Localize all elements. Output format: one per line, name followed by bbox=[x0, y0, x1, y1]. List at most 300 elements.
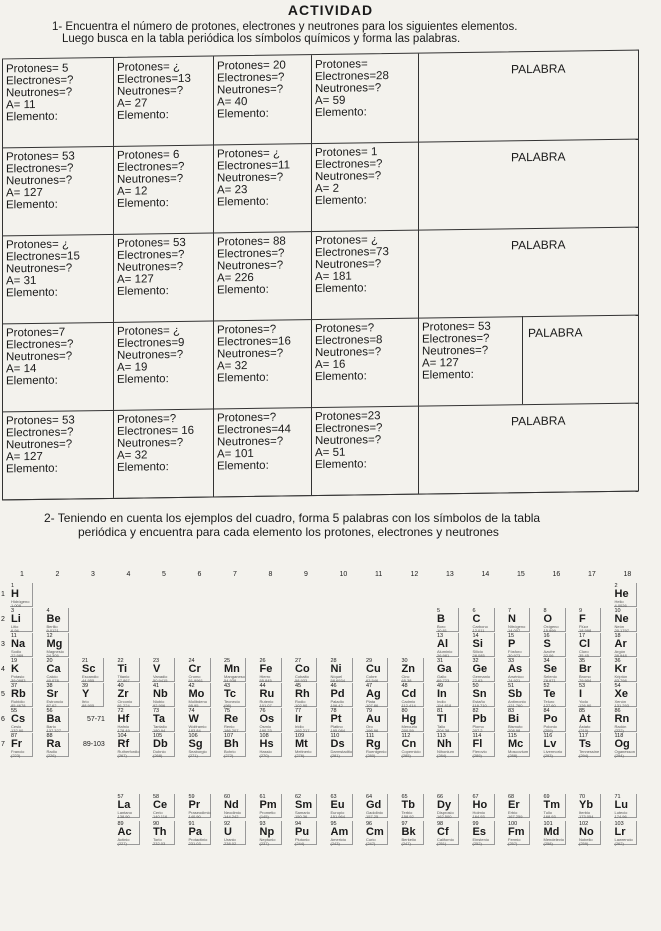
cell-line: Elemento: bbox=[6, 374, 58, 388]
atomic-mass: 35.45 bbox=[579, 653, 590, 658]
element-name: Lantano bbox=[117, 810, 132, 815]
element-name: Nitrógeno bbox=[508, 624, 526, 629]
element-symbol: Ga bbox=[437, 663, 452, 675]
element-symbol: Db bbox=[153, 738, 168, 750]
cell-line: Neutrones=? bbox=[217, 347, 284, 361]
atomic-mass: 106.42 bbox=[330, 703, 343, 708]
element-name: Carbono bbox=[472, 624, 488, 629]
atomic-mass: (272) bbox=[224, 753, 234, 758]
atomic-mass: 164.93 bbox=[472, 814, 485, 819]
element-au bbox=[365, 708, 388, 732]
atomic-number: 86 bbox=[614, 708, 621, 714]
atomic-number: 94 bbox=[295, 821, 302, 827]
element-symbol: N bbox=[508, 613, 516, 625]
group-number: 1 bbox=[20, 571, 24, 578]
element-name: Magnesio bbox=[46, 649, 64, 654]
cell-line: Elemento: bbox=[6, 110, 58, 124]
element-ti bbox=[117, 658, 140, 682]
atomic-mass: 88.905 bbox=[82, 703, 95, 708]
cell-line: A= 127 bbox=[117, 273, 154, 286]
atomic-mass: 138.90 bbox=[117, 814, 130, 819]
atomic-mass: 167.259 bbox=[508, 814, 523, 819]
atomic-number: 109 bbox=[295, 733, 305, 739]
element-symbol: Te bbox=[543, 688, 556, 700]
element-symbol: Mt bbox=[295, 738, 308, 750]
element-symbol: S bbox=[543, 638, 551, 650]
group-number: 13 bbox=[446, 571, 454, 578]
element-symbol: Pr bbox=[188, 799, 201, 811]
element-symbol: Y bbox=[82, 688, 90, 700]
element-symbol: Am bbox=[330, 826, 349, 838]
element-ru bbox=[259, 683, 282, 707]
element-lu bbox=[614, 794, 637, 818]
element-symbol: Cl bbox=[579, 638, 590, 650]
element-symbol: Nd bbox=[224, 799, 239, 811]
cell-line: Elemento: bbox=[117, 461, 169, 474]
element-gd bbox=[365, 794, 388, 818]
element-cd bbox=[401, 683, 424, 707]
element-sg bbox=[188, 733, 211, 757]
element-name: Argón bbox=[614, 649, 626, 654]
element-name: Seaborgio bbox=[188, 749, 207, 754]
element-name: Copernicio bbox=[401, 749, 421, 754]
atomic-mass: 39.0983 bbox=[11, 678, 26, 683]
atomic-mass: 140.90 bbox=[188, 814, 201, 819]
element-symbol: Mn bbox=[224, 663, 240, 675]
atomic-number: 36 bbox=[614, 658, 621, 664]
element-name: Californio bbox=[437, 837, 454, 842]
element-cn bbox=[401, 733, 424, 757]
element-np bbox=[259, 821, 282, 845]
element-zn bbox=[401, 658, 424, 682]
element-pr bbox=[188, 794, 211, 818]
atomic-number: 63 bbox=[330, 794, 337, 800]
atomic-number: 88 bbox=[46, 733, 53, 739]
element-rh bbox=[294, 683, 317, 707]
atomic-mass: (294) bbox=[579, 753, 589, 758]
atomic-mass: (226) bbox=[46, 753, 56, 758]
cell-line: Electrones=? bbox=[217, 71, 285, 85]
element-name: Berilio bbox=[46, 624, 58, 629]
cell-line: Protones= bbox=[315, 58, 368, 72]
element-name: Terbio bbox=[401, 810, 413, 815]
atomic-number: 91 bbox=[188, 821, 195, 827]
atomic-number: 83 bbox=[508, 708, 515, 714]
atomic-number: 53 bbox=[579, 683, 586, 689]
atomic-number: 32 bbox=[472, 658, 479, 664]
cell-line: Elemento: bbox=[422, 368, 474, 382]
element-name: Neón bbox=[614, 624, 625, 629]
atomic-number: 111 bbox=[366, 733, 375, 739]
worksheet-table bbox=[2, 50, 639, 501]
cell-line: Protones= ¿ bbox=[117, 324, 180, 338]
atomic-number: 20 bbox=[46, 658, 53, 664]
element-rb bbox=[10, 683, 33, 707]
element-cr bbox=[188, 658, 211, 682]
element-name: Cobre bbox=[366, 674, 377, 679]
atomic-number: 79 bbox=[366, 708, 373, 714]
element-name: Tecnecio bbox=[224, 699, 240, 704]
element-name: Rodio bbox=[295, 699, 306, 704]
atomic-mass: (270) bbox=[259, 753, 269, 758]
element-symbol: Tc bbox=[224, 688, 237, 700]
cell-line: Electrones=13 bbox=[117, 72, 191, 86]
instruction-2-line1: 2- Teniendo en cuenta los ejemplos del cuadro, forma 5 palabras con los símbolos de la tabla bbox=[44, 511, 541, 525]
element-ca bbox=[46, 658, 69, 682]
element-name: Ástato bbox=[579, 724, 591, 729]
element-symbol: I bbox=[579, 688, 583, 700]
element-name: Teluro bbox=[543, 699, 555, 704]
element-symbol: No bbox=[579, 826, 594, 838]
element-name: Cesio bbox=[11, 724, 22, 729]
element-name: Samario bbox=[295, 810, 310, 815]
element-name: Americio bbox=[330, 837, 347, 842]
cell-line: Electrones=44 bbox=[217, 423, 291, 437]
worksheet-row bbox=[3, 51, 638, 149]
element-er bbox=[507, 794, 530, 818]
element-name: Gadolinio bbox=[366, 810, 383, 815]
cell-line: Neutrones=? bbox=[315, 82, 382, 96]
cell-line: Protones= 1 bbox=[315, 146, 378, 160]
element-name: Xenón bbox=[614, 699, 627, 704]
element-db bbox=[152, 733, 175, 757]
element-cell bbox=[3, 322, 114, 412]
element-w bbox=[188, 708, 211, 732]
element-ar bbox=[614, 633, 637, 657]
element-name: Flúor bbox=[579, 624, 589, 629]
atomic-mass: 1.008 bbox=[11, 603, 22, 608]
element-fm bbox=[507, 821, 530, 845]
atomic-number: 102 bbox=[579, 821, 589, 827]
atomic-mass: 40.078 bbox=[46, 678, 59, 683]
cell-line: Electrones=? bbox=[6, 74, 74, 88]
cell-line: Neutrones=? bbox=[217, 171, 284, 185]
atomic-mass: (237) bbox=[259, 841, 269, 846]
element-y bbox=[81, 683, 104, 707]
atomic-number: 8 bbox=[543, 608, 547, 614]
atomic-number: 108 bbox=[259, 733, 269, 739]
atomic-mass: 14.007 bbox=[508, 628, 521, 633]
element-symbol: Ho bbox=[472, 799, 488, 811]
atomic-number: 7 bbox=[508, 608, 512, 614]
element-name: Calcio bbox=[46, 674, 58, 679]
element-ho bbox=[472, 794, 495, 818]
element-name: Helio bbox=[614, 599, 624, 604]
element-symbol: Md bbox=[543, 826, 560, 838]
element-symbol: Ru bbox=[259, 688, 275, 700]
palabra-label: PALABRA bbox=[511, 413, 566, 429]
element-symbol: Sc bbox=[82, 663, 96, 675]
palabra-label: PALABRA bbox=[528, 325, 583, 341]
cell-line: A= 16 bbox=[315, 358, 346, 372]
atomic-mass: 150.36 bbox=[295, 814, 308, 819]
element-br bbox=[578, 658, 601, 682]
atomic-mass: 28.085 bbox=[472, 653, 485, 658]
cell-line: Electrones=? bbox=[6, 338, 74, 352]
atomic-mass: 178.49 bbox=[117, 728, 130, 733]
atomic-number: 69 bbox=[543, 794, 550, 800]
atomic-number: 54 bbox=[614, 683, 621, 689]
element-fl bbox=[472, 733, 495, 757]
cell-line: A= 31 bbox=[6, 274, 37, 288]
element-name: Actinio bbox=[117, 837, 130, 842]
cell-line: Electrones=? bbox=[6, 162, 74, 176]
element-symbol: Ge bbox=[472, 663, 488, 675]
cell-line: Elemento: bbox=[6, 462, 58, 476]
element-symbol: Cf bbox=[437, 826, 449, 838]
atomic-number: 116 bbox=[543, 733, 553, 739]
cell-line: Elemento: bbox=[217, 195, 269, 209]
cell-line: Electrones=9 bbox=[117, 336, 185, 350]
atomic-mass: (223) bbox=[11, 753, 21, 758]
element-am bbox=[330, 821, 353, 845]
atomic-mass: (288) bbox=[508, 753, 518, 758]
element-name: Indio bbox=[437, 699, 446, 704]
element-symbol: W bbox=[188, 713, 199, 725]
element-se bbox=[543, 658, 566, 682]
element-cell bbox=[214, 407, 312, 496]
element-ba bbox=[46, 708, 69, 732]
atomic-number: 117 bbox=[579, 733, 588, 739]
group-number: 4 bbox=[126, 571, 131, 578]
element-name: Neptunio bbox=[259, 837, 276, 842]
element-b bbox=[436, 608, 459, 632]
cell-line: Protones= 53 bbox=[6, 150, 75, 164]
atomic-number: 31 bbox=[437, 658, 444, 664]
cell-line: Neutrones=? bbox=[217, 83, 284, 97]
element-name: Mendelevio bbox=[543, 837, 564, 842]
cell-line: Elemento: bbox=[217, 107, 269, 121]
group-number: 9 bbox=[304, 571, 308, 578]
atomic-mass: 55.845 bbox=[259, 678, 272, 683]
element-symbol: Tl bbox=[437, 713, 447, 725]
atomic-number: 90 bbox=[153, 821, 160, 827]
atomic-number: 71 bbox=[614, 794, 621, 800]
element-symbol: Ag bbox=[366, 688, 381, 700]
cell-line: A= 19 bbox=[117, 361, 148, 374]
cell-line: Protones= 53 bbox=[422, 320, 491, 334]
period-number: 1 bbox=[1, 591, 5, 598]
actinide-ref: 89-103 bbox=[83, 741, 105, 748]
atomic-mass: 114.818 bbox=[437, 703, 452, 708]
element-po bbox=[543, 708, 566, 732]
element-nd bbox=[223, 794, 246, 818]
group-number: 16 bbox=[552, 571, 561, 578]
atomic-number: 5 bbox=[437, 608, 441, 614]
element-name: Manganeso bbox=[224, 674, 245, 679]
atomic-mass: (252) bbox=[472, 841, 482, 846]
element-symbol: Mo bbox=[188, 688, 205, 700]
atomic-number: 101 bbox=[543, 821, 553, 827]
element-ce bbox=[152, 794, 175, 818]
group-number: 15 bbox=[517, 571, 525, 578]
atomic-number: 98 bbox=[437, 821, 444, 827]
element-symbol: Re bbox=[224, 713, 239, 725]
element-pu bbox=[294, 821, 317, 845]
cell-line: A= 127 bbox=[6, 450, 43, 464]
element-symbol: Zn bbox=[401, 663, 415, 675]
atomic-mass: (271) bbox=[188, 753, 198, 758]
element-ds bbox=[330, 733, 353, 757]
element-symbol: O bbox=[543, 613, 553, 625]
atomic-mass: 196.96 bbox=[366, 728, 379, 733]
atomic-number: 67 bbox=[472, 794, 479, 800]
element-symbol: Lv bbox=[543, 738, 557, 750]
element-name: Neodimio bbox=[224, 810, 241, 815]
element-name: Boro bbox=[437, 624, 446, 629]
period-number: 2 bbox=[1, 616, 5, 623]
element-symbol: Og bbox=[614, 738, 630, 750]
element-ta bbox=[152, 708, 175, 732]
element-name: Curio bbox=[366, 837, 376, 842]
atomic-mass: (251) bbox=[437, 841, 447, 846]
atomic-number: 74 bbox=[188, 708, 195, 714]
element-pa bbox=[188, 821, 211, 845]
element-symbol: Pm bbox=[259, 799, 277, 811]
atomic-number: 3 bbox=[11, 608, 15, 614]
cell-line: Elemento: bbox=[217, 283, 269, 297]
element-at bbox=[578, 708, 601, 732]
element-name: Tantalio bbox=[153, 724, 167, 729]
element-symbol: Sg bbox=[188, 738, 203, 750]
element-name: Oganesson bbox=[614, 749, 635, 754]
element-cell bbox=[312, 230, 419, 319]
cell-line: Elemento: bbox=[315, 106, 367, 120]
element-name: Molibdeno bbox=[188, 699, 207, 704]
cell-line: Elemento: bbox=[6, 198, 58, 212]
atomic-number: 47 bbox=[366, 683, 373, 689]
element-name: Meitnerio bbox=[295, 749, 312, 754]
element-bk bbox=[401, 821, 424, 845]
element-name: Cloro bbox=[579, 649, 589, 654]
element-name: Litio bbox=[11, 624, 19, 629]
group-number: 7 bbox=[233, 571, 237, 578]
atomic-number: 106 bbox=[188, 733, 198, 739]
element-n bbox=[507, 608, 530, 632]
cell-line: Neutrones=? bbox=[422, 344, 489, 358]
instruction-1: 1- Encuentra el número de protones, electrones y neutrones para los siguientes elementos. bbox=[52, 21, 518, 33]
atomic-number: 77 bbox=[295, 708, 302, 714]
cell-line: Protones=? bbox=[217, 411, 277, 425]
element-symbol: Rn bbox=[614, 713, 630, 725]
element-ag bbox=[365, 683, 388, 707]
element-cs bbox=[10, 708, 33, 732]
element-name: Yodo bbox=[579, 699, 588, 704]
element-xe bbox=[614, 683, 637, 707]
atomic-number: 75 bbox=[224, 708, 231, 714]
atomic-number: 52 bbox=[543, 683, 550, 689]
element-symbol: Li bbox=[11, 613, 21, 625]
element-og bbox=[614, 733, 637, 757]
element-symbol: Pa bbox=[188, 826, 202, 838]
cell-line: Elemento: bbox=[217, 371, 269, 385]
atomic-mass: 200.59 bbox=[401, 728, 414, 733]
element-cell bbox=[3, 58, 114, 148]
atomic-mass: 79.904 bbox=[579, 678, 592, 683]
element-name: Titanio bbox=[117, 674, 130, 679]
atomic-mass: 58.6934 bbox=[330, 678, 345, 683]
element-name: Oxígeno bbox=[543, 624, 559, 629]
atomic-mass: 24.305 bbox=[46, 653, 59, 658]
cell-line: Neutrones=? bbox=[117, 260, 184, 274]
atomic-number: 42 bbox=[188, 683, 195, 689]
cell-line: Neutrones=? bbox=[6, 262, 73, 276]
element-symbol: Er bbox=[508, 799, 520, 811]
atomic-mass: 44.955 bbox=[82, 678, 95, 683]
element-symbol: Ds bbox=[330, 738, 345, 750]
element-name: Berkelio bbox=[401, 837, 416, 842]
element-hs bbox=[259, 733, 282, 757]
atomic-number: 2 bbox=[614, 583, 618, 589]
element-li bbox=[10, 608, 33, 632]
element-name: Lawrencio bbox=[614, 837, 633, 842]
element-symbol: La bbox=[117, 799, 131, 811]
atomic-number: 33 bbox=[508, 658, 515, 664]
group-number: 14 bbox=[481, 571, 490, 578]
atomic-number: 105 bbox=[153, 733, 163, 739]
cell-line: Elemento: bbox=[315, 194, 367, 208]
cell-line: Elemento: bbox=[117, 373, 169, 386]
atomic-mass: 180.94 bbox=[153, 728, 166, 733]
instruction-1-cont: Luego busca en la tabla periódica los símbolos químicos y forma las palabras. bbox=[62, 33, 461, 45]
element-cell bbox=[3, 146, 114, 236]
element-symbol: Cm bbox=[366, 826, 384, 838]
cell-line: Electrones=15 bbox=[6, 250, 80, 264]
atomic-mass: 126.90 bbox=[579, 703, 592, 708]
atomic-number: 82 bbox=[472, 708, 479, 714]
atomic-mass: 192.217 bbox=[295, 728, 310, 733]
instruction-2-line2: periódica y encuentra para cada elemento los protones, electrones y neutrones bbox=[78, 525, 499, 539]
atomic-mass: 91.224 bbox=[117, 703, 130, 708]
atomic-number: 85 bbox=[579, 708, 586, 714]
cell-line: A= 11 bbox=[6, 98, 36, 112]
element-cell bbox=[114, 144, 214, 233]
atomic-number: 45 bbox=[295, 683, 302, 689]
atomic-number: 113 bbox=[437, 733, 446, 739]
cell-line: Neutrones=? bbox=[315, 258, 382, 272]
atomic-mass: 157.25 bbox=[366, 814, 379, 819]
element-cell bbox=[3, 234, 114, 324]
element-mc bbox=[507, 733, 530, 757]
cell-line: Protones= 20 bbox=[217, 59, 286, 73]
element-symbol: Ni bbox=[330, 663, 342, 675]
element-cm bbox=[365, 821, 388, 845]
element-eu bbox=[330, 794, 353, 818]
element-symbol: Rh bbox=[295, 688, 310, 700]
atomic-mass: 26.981 bbox=[437, 653, 450, 658]
atomic-mass: 22.989 bbox=[11, 653, 24, 658]
element-name: Hafnio bbox=[117, 724, 130, 729]
element-symbol: Ac bbox=[117, 826, 132, 838]
worksheet-row bbox=[3, 139, 638, 237]
atomic-number: 16 bbox=[543, 633, 550, 639]
element-tl bbox=[436, 708, 459, 732]
worksheet-row bbox=[3, 403, 638, 501]
element-symbol: K bbox=[11, 663, 19, 675]
element-name: Disprosio bbox=[437, 810, 454, 815]
element-symbol: Nh bbox=[437, 738, 452, 750]
atomic-mass: 20.1797 bbox=[614, 628, 629, 633]
element-name: Renio bbox=[224, 724, 235, 729]
atomic-mass: (285) bbox=[401, 753, 411, 758]
element-symbol: V bbox=[153, 663, 161, 675]
element-name: Radón bbox=[614, 724, 627, 729]
cell-line: Protones= 53 bbox=[6, 414, 75, 428]
element-hg bbox=[401, 708, 424, 732]
atomic-mass: 140.116 bbox=[153, 814, 168, 819]
cell-line: Protones= ¿ bbox=[117, 60, 180, 74]
cell-line: Protones= ¿ bbox=[217, 147, 280, 161]
